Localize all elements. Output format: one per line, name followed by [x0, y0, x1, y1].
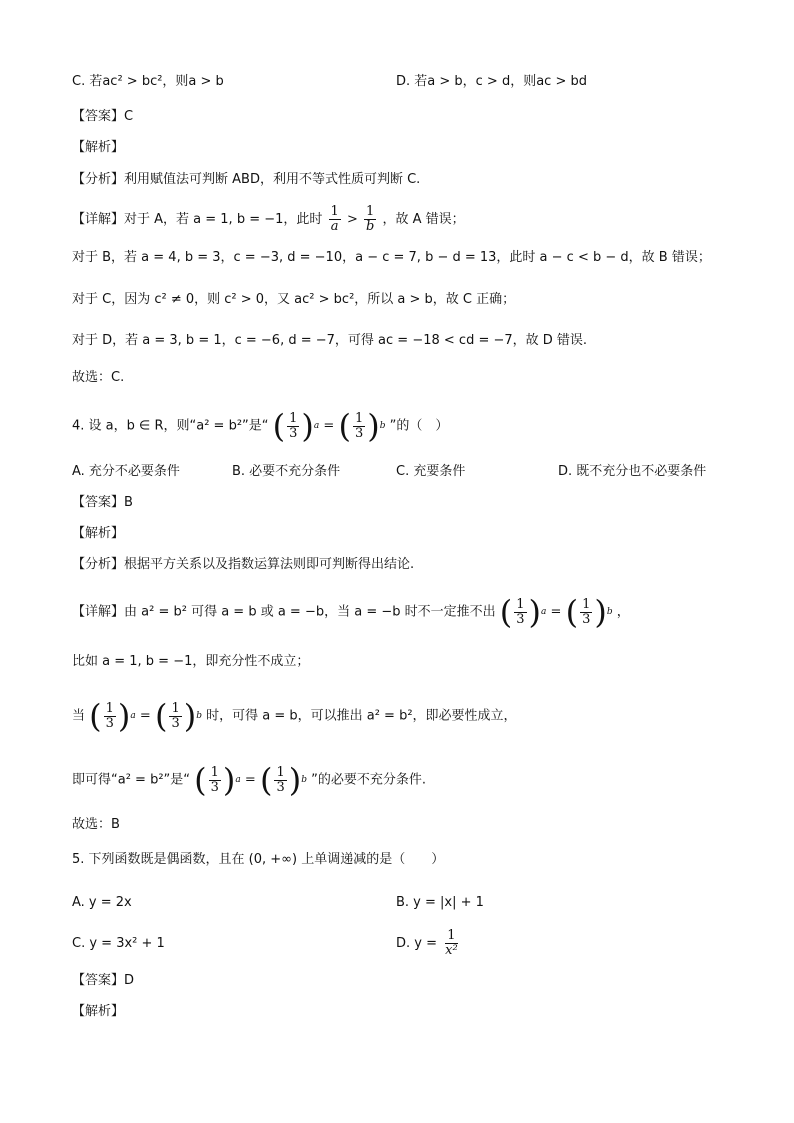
q3-detail-d: 对于 D，若 a = 3, b = 1，c = −6, d = −7，可得 ac = −18 < cd = −7，故 D 错误. — [72, 333, 588, 348]
q4-detail-3-text2: 时，可得 a = b，可以推出 a² = b²，即必要性成立， — [206, 708, 517, 724]
numerator: 1 — [171, 700, 180, 716]
fraction-1-over-3 — [580, 598, 592, 626]
left-paren: ( — [338, 407, 351, 445]
numerator: 1 — [582, 596, 591, 612]
fraction-1-over-3 — [274, 766, 286, 794]
fraction-1-over-3 — [104, 702, 116, 730]
eq-sign: = — [319, 418, 339, 434]
right-paren: ) — [288, 761, 302, 799]
fraction-1-over-3 — [209, 766, 221, 794]
q4-stem-text2: ”的（ ） — [389, 418, 449, 434]
q5-option-d — [396, 926, 462, 962]
denominator: b — [365, 219, 375, 234]
exponent: b — [606, 607, 613, 617]
eq-sign: = — [240, 772, 260, 788]
exponent: a — [313, 421, 320, 431]
fraction-1-over-b — [364, 205, 376, 233]
q4-detail-1-text1: 【详解】由 a² = b² 可得 a = b 或 a = −b，当 a = −b 时不一定推不出 — [72, 604, 496, 620]
numerator: 1 — [516, 596, 525, 612]
fraction-1-over-3 — [353, 412, 365, 440]
right-paren: ) — [301, 407, 314, 445]
numerator: 1 — [276, 764, 285, 780]
fraction-1-over-3 — [287, 412, 299, 440]
q4-detail-3-text1: 当 — [72, 708, 86, 724]
q4-answer: 【答案】B — [72, 495, 133, 510]
q3-detail-b: 对于 B，若 a = 4, b = 3，c = −3, d = −10，a − c = 7, b − d = 13，此时 a − c < b − d，故 B 错误； — [72, 250, 711, 265]
denominator: 3 — [105, 715, 114, 731]
numerator: 1 — [105, 700, 114, 716]
exponent: a — [235, 775, 241, 785]
q3-option-d: D. 若a > b，c > d，则ac > bd — [396, 74, 587, 89]
eq-sign: = — [546, 604, 566, 620]
denominator: 3 — [289, 425, 298, 441]
q5-stem: 5. 下列函数既是偶函数，且在 (0, +∞) 上单调递减的是（ ） — [72, 852, 445, 867]
denominator: a — [330, 219, 339, 234]
left-paren: ( — [272, 407, 286, 445]
numerator: 1 — [366, 204, 375, 220]
q3-detail-a-text2: ，故 A 错误； — [382, 212, 465, 227]
denominator: 3 — [171, 715, 180, 731]
exponent: a — [130, 711, 136, 721]
q3-choose: 故选：C. — [72, 370, 125, 385]
numerator: 1 — [330, 204, 339, 220]
right-paren: ) — [222, 761, 236, 799]
q4-option-c: C. 充要条件 — [396, 464, 466, 479]
right-paren: ) — [183, 697, 197, 735]
q4-choose: 故选：B — [72, 817, 120, 832]
q5-jiexi: 【解析】 — [72, 1004, 125, 1019]
denominator: 3 — [354, 425, 364, 441]
left-paren: ( — [194, 761, 207, 799]
q4-detail-1-text2: ， — [616, 604, 630, 620]
numerator: 1 — [289, 410, 298, 426]
exponent: b — [301, 775, 307, 785]
power-expression-b — [338, 404, 385, 448]
q4-detail-4 — [72, 758, 426, 803]
q5-option-c: C. y = 3x² + 1 — [72, 936, 165, 951]
q3-jiexi: 【解析】 — [72, 140, 125, 155]
q4-detail-1 — [72, 590, 630, 635]
power-expression-a — [273, 404, 320, 448]
right-paren: ) — [528, 593, 542, 631]
eq-sign: = — [135, 708, 155, 724]
power-expression-b — [260, 758, 307, 802]
left-paren: ( — [154, 697, 168, 735]
q5-answer: 【答案】D — [72, 973, 135, 988]
left-paren: ( — [259, 761, 273, 799]
left-paren: ( — [565, 593, 579, 631]
q5-option-b: B. y = |x| + 1 — [396, 895, 484, 910]
fraction-1-over-3 — [514, 598, 526, 626]
q3-detail-a-text1: 【详解】对于 A，若 a = 1, b = −1，此时 — [72, 212, 323, 227]
power-expression-b — [566, 590, 613, 634]
power-expression-b — [155, 694, 202, 738]
q4-option-d: D. 既不充分也不必要条件 — [558, 464, 707, 479]
q3-detail-c: 对于 C，因为 c² ≠ 0，则 c² > 0，又 ac² > bc²，所以 a > b，故 C 正确； — [72, 292, 516, 307]
q4-detail-4-text2: ”的必要不充分条件. — [311, 772, 426, 788]
denominator: 3 — [582, 611, 591, 627]
exponent: a — [541, 607, 547, 617]
q3-option-c: C. 若ac² > bc²，则a > b — [72, 74, 224, 89]
q4-detail-3 — [72, 694, 517, 739]
q4-jiexi: 【解析】 — [72, 526, 125, 541]
power-expression-a — [500, 590, 547, 634]
q5-option-a: A. y = 2x — [72, 895, 132, 910]
q4-detail-4-text1: 即可得“a² = b²”是“ — [72, 772, 191, 788]
denominator: 3 — [276, 779, 285, 795]
fraction-1-over-3 — [169, 702, 181, 730]
right-paren: ) — [117, 697, 131, 735]
fraction-1-over-x2 — [443, 929, 460, 957]
q5-option-d-text: D. y = — [396, 936, 442, 951]
denominator: 3 — [516, 611, 525, 627]
right-paren: ) — [367, 407, 380, 445]
exponent: b — [196, 711, 202, 721]
q4-stem-text1: 4. 设 a，b ∈ R，则“a² = b²”是“ — [72, 418, 269, 434]
numerator: 1 — [354, 410, 364, 426]
gt-sign: > — [342, 212, 362, 227]
q4-option-b: B. 必要不充分条件 — [232, 464, 341, 479]
q4-detail-2: 比如 a = 1, b = −1，即充分性不成立； — [72, 654, 310, 669]
power-expression-a — [194, 758, 241, 802]
numerator: 1 — [210, 764, 219, 780]
numerator: 1 — [447, 928, 456, 944]
exponent: b — [379, 421, 386, 431]
fraction-1-over-a — [329, 205, 341, 233]
q3-analysis: 【分析】利用赋值法可判断 ABD，利用不等式性质可判断 C. — [72, 172, 421, 187]
q3-answer: 【答案】C — [72, 109, 134, 124]
left-paren: ( — [499, 593, 513, 631]
left-paren: ( — [89, 697, 102, 735]
q4-stem — [72, 404, 448, 449]
power-expression-a — [89, 694, 136, 738]
denominator: 3 — [210, 779, 219, 795]
q3-detail-a — [72, 200, 465, 240]
right-paren: ) — [594, 593, 607, 631]
q4-option-a: A. 充分不必要条件 — [72, 464, 180, 479]
denominator: x² — [445, 943, 458, 958]
q4-analysis: 【分析】根据平方关系以及指数运算法则即可判断得出结论. — [72, 557, 415, 572]
